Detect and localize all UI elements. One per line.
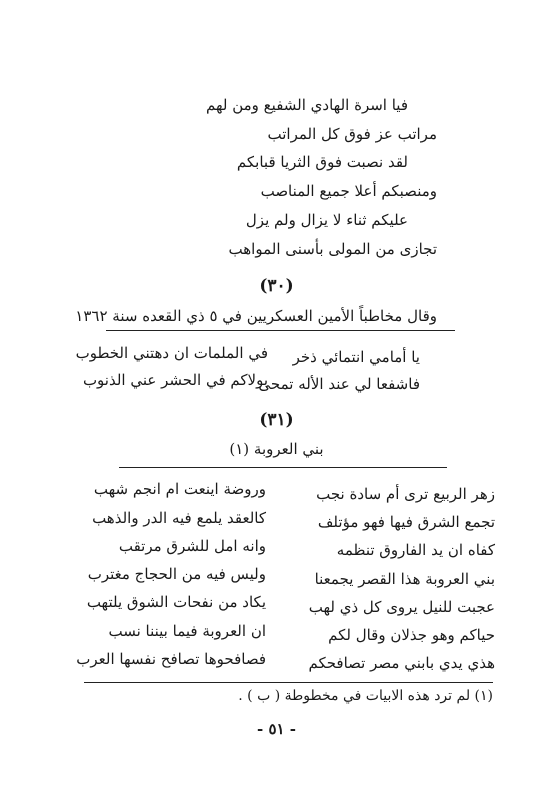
poem1-line-3: لقد نصبت فوق الثريا قبابكم <box>236 153 408 171</box>
section-31-verse-5-left: يكاد من نفحات الشوق يلتهب <box>86 593 266 611</box>
section-31-verse-2-left: كالعقد يلمع فيه الدر والذهب <box>92 509 266 527</box>
section-31-verse-5-right: عجبت للنيل يروى كل ذي لهب <box>308 598 495 616</box>
section-31-title: بني العروبة (١) <box>229 440 324 458</box>
page-number: - ٥١ - <box>256 720 297 738</box>
section-31-verse-1-left: وروضة اينعت ام انجم شهب <box>93 480 266 498</box>
section-30-verse-2-right: فاشفعا لي عند الأله تمحى <box>258 375 420 393</box>
section-30-number: (٣٠) <box>259 276 294 296</box>
section-30-verse-1-left: في الملمات ان دهتني الخطوب <box>75 344 268 362</box>
section-30-verse-1-right: يا أمامي انتمائي ذخر <box>292 348 420 366</box>
section-31-verse-4-right: بني العروبة هذا القصر يجمعنا <box>314 570 495 588</box>
section-31-verse-3-left: وانه امل للشرق مرتقب <box>118 537 266 555</box>
section-31-verse-2-right: تجمع الشرق فيها فهو مؤتلف <box>317 513 495 531</box>
section-31-verse-4-left: وليس فيه من الحجاج مغترب <box>87 565 266 583</box>
poem1-line-2: مراتب عز فوق كل المراتب <box>267 125 437 143</box>
section-30-verse-2-left: بولاكم في الحشر عني الذنوب <box>82 371 268 389</box>
section-30-rule <box>106 330 455 331</box>
section-30-intro: وقال مخاطباً الأمين العسكريين في ٥ ذي القعده سنة ١٣٦٢ <box>75 307 437 325</box>
section-31-verse-6-left: ان العروبة فيما بيننا نسب <box>108 622 266 640</box>
poem1-line-5: عليكم ثناء لا يزال ولم يزل <box>245 211 408 229</box>
poem1-line-6: تجازى من المولى بأسنى المواهب <box>228 240 437 258</box>
footnote-rule <box>84 682 493 683</box>
poem1-line-4: ومنصبكم أعلا جميع المناصب <box>260 182 437 200</box>
poem1-line-1: فيا اسرة الهادي الشفيع ومن لهم <box>205 96 408 114</box>
section-31-verse-1-right: زهر الربيع ترى أم سادة نجب <box>316 485 495 503</box>
section-31-number: (٣١) <box>259 410 294 430</box>
footnote: (١) لم ترد هذه الابيات في مخطوطة ( ب ) . <box>238 688 493 704</box>
section-31-verse-3-right: كفاه ان يد الفاروق تنظمه <box>336 541 495 559</box>
section-31-verse-7-left: فصافحوها تصافح نفسها العرب <box>76 650 266 668</box>
section-31-rule <box>119 467 447 468</box>
section-31-verse-6-right: حياكم وهو جذلان وقال لكم <box>328 626 495 644</box>
section-31-verse-7-right: هذي يدي بابني مصر تصافحكم <box>308 654 495 672</box>
